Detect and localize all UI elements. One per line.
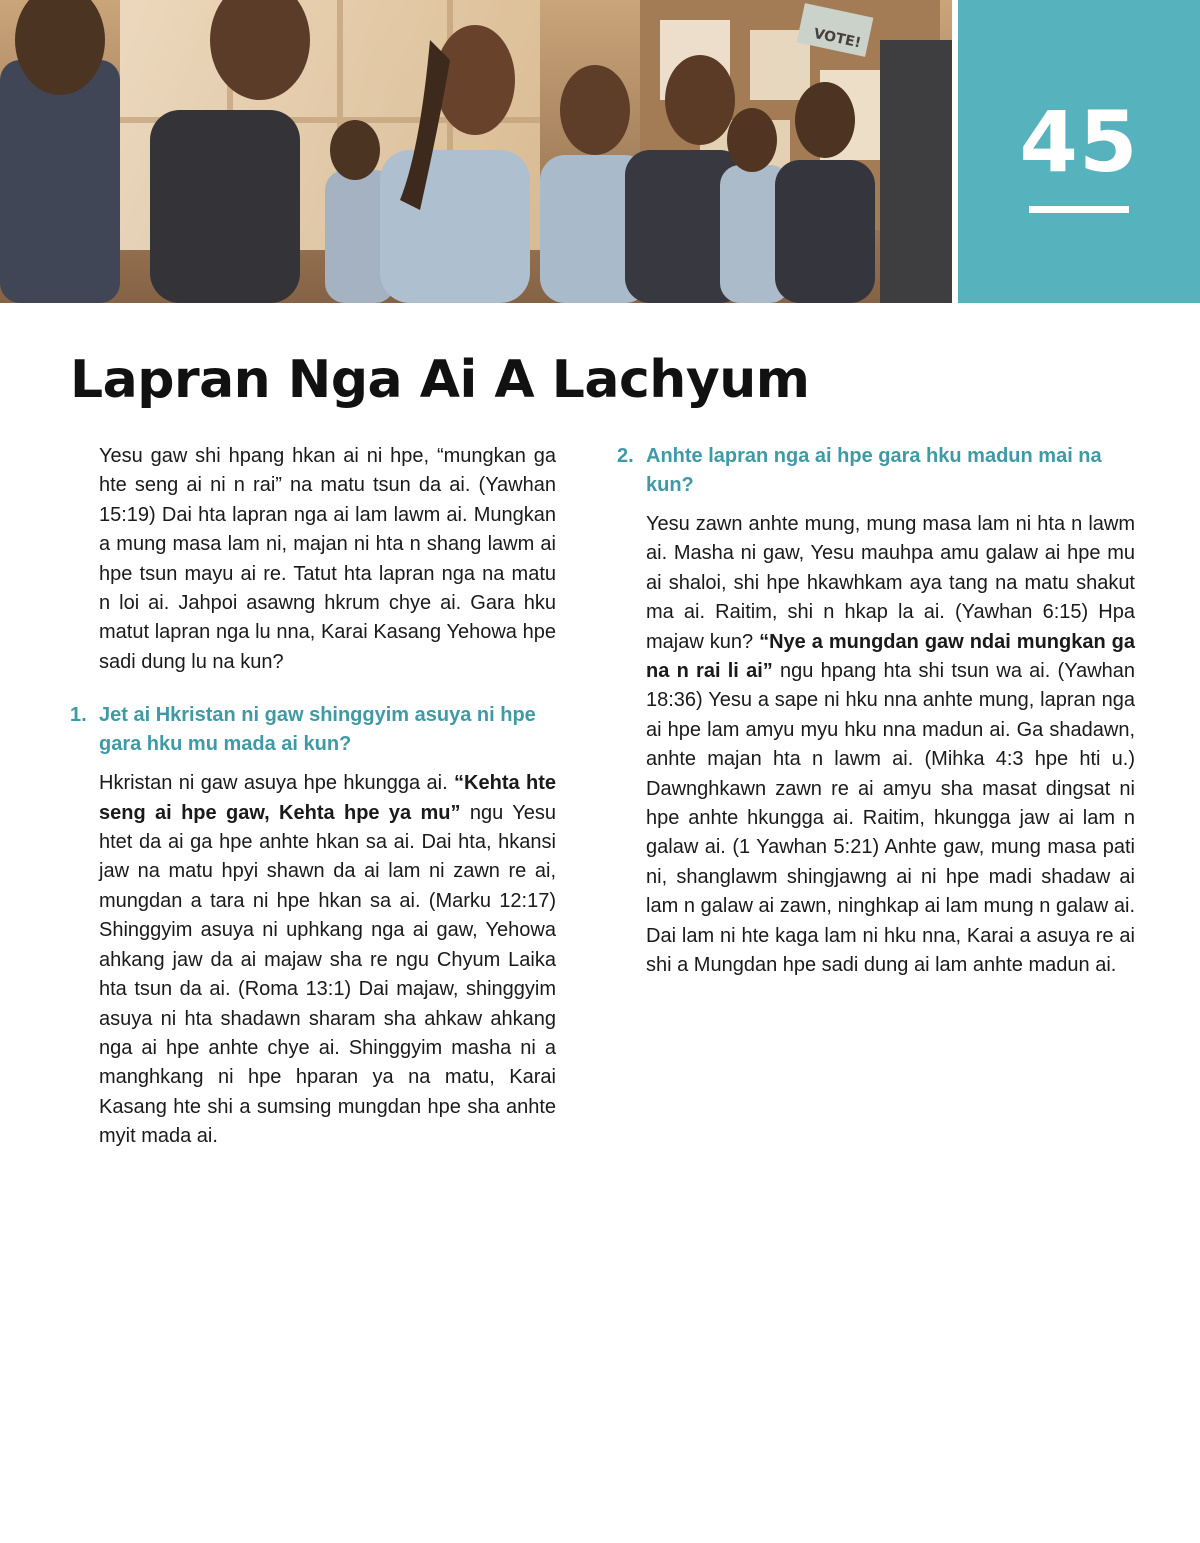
header-photo: [0, 0, 952, 303]
section-2-heading: [617, 442, 1135, 500]
section-2-quote: “Nye a mungdan gaw ndai mungkan ga na n rai li ai”: [646, 630, 1135, 683]
page-title: Lapran Nga Ai A Lachyum: [70, 350, 810, 410]
section-1-text-b: ngu Yesu htet da ai ga hpe anhte hkan sa ai. Dai hta, hkansi jaw na matu hpyi shawn da ai lam ni zawn re ai, mungdan a tara ni hpe hkan sa ai. (Marku 12:17) Shinggyim asuya ni uphkang nga ai gaw, Yehowa ahkang jaw da ai majaw sha re ngu Chyum Laika hta tsun da ai. (Roma 13:1) Dai majaw, shinggyim asuya ni hta shadawn sharam sha ahkaw ahkang nga ai hpe anhte chye ai. Shinggyim masha ni a manghkang ni hpe hparan ya na matu, Karai Kasang hte shi a sumsing mungdan hpe sha anhte myit mada ai.: [99, 801, 556, 1148]
section-1-text-a: Hkristan ni gaw asuya hpe hkungga ai.: [99, 772, 455, 795]
poster-text: VOTE!: [812, 25, 863, 52]
section-2-text-a: Yesu zawn anhte mung, mung masa lam ni hta n lawm ai. Masha ni gaw, Yesu mauhpa amu galaw ai hpe mu ai shaloi, shi hpe hkawhkam aya tang na matu shakut ma ai. Raitim, shi n hkap la ai. (Yawhan 6:15) Hpa majaw kun?: [646, 513, 1135, 653]
section-1-body: [99, 769, 556, 1151]
section-1-quote: “Kehta hte seng ai hpe gaw, Kehta hpe ya mu”: [99, 772, 556, 824]
section-2-text-b: ngu hpang hta shi tsun wa ai. (Yawhan 18:36) Yesu a sape ni hku nna anhte mung, lapran nga ai hpe lam amyu myu hku nna madun ai. Ga shadawn, anhte majan hta n lawm ai. (Mihka 4:3 hpe hti u.) Dawnghkawn zawn re ai amyu sha masat dingsat ni hpe anhte hkungga ai. Raitim, hkungga jaw ai lam n galaw ai. (1 Yawhan 5:21) Anhte gaw, mung masa pati ni, shanglawm shingjawng ai ni hpe madi shadaw ai lam n galaw ai zawn, ninghkap ai lam mung n galaw ai. Dai lam ni hte kaga lam ni hku nna, Karai a asuya re ai shi a Mungdan hpe sadi dung ai lam anhte madun ai.: [646, 660, 1135, 977]
section-2-number: 2.: [617, 445, 634, 467]
lesson-number: 45: [1019, 93, 1139, 191]
right-column: [617, 442, 1135, 981]
section-1-number: 1.: [70, 704, 87, 727]
intro-paragraph: Yesu gaw shi hpang hkan ai ni hpe, “mungkan ga hte seng ai ni n rai” na matu tsun da ai. (Yawhan 15:19) Dai hta lapran nga ai lam lawm ai. Mungkan a mung masa lam ni, majan ni hta n shang lawm ai hpe tsun mayu ai re. Tatut hta lapran nga na matu n loi ai. Jahpoi asawng hkrum chye ai. Gara hku matut lapran nga lu nna, Karai Kasang Yehowa hpe sadi dung lu na kun?: [99, 445, 556, 673]
section-1-heading: [70, 701, 556, 759]
left-column: [70, 442, 556, 1152]
classroom-illustration: [0, 0, 952, 303]
section-2-question: Anhte lapran nga ai hpe gara hku madun mai na kun?: [646, 445, 1102, 496]
badge-underline: [1029, 206, 1129, 213]
lesson-number-badge: [958, 0, 1200, 303]
section-2-body: [646, 510, 1135, 981]
section-1-question: Jet ai Hkristan ni gaw shinggyim asuya ni hpe gara hku mu mada ai kun?: [99, 704, 536, 756]
